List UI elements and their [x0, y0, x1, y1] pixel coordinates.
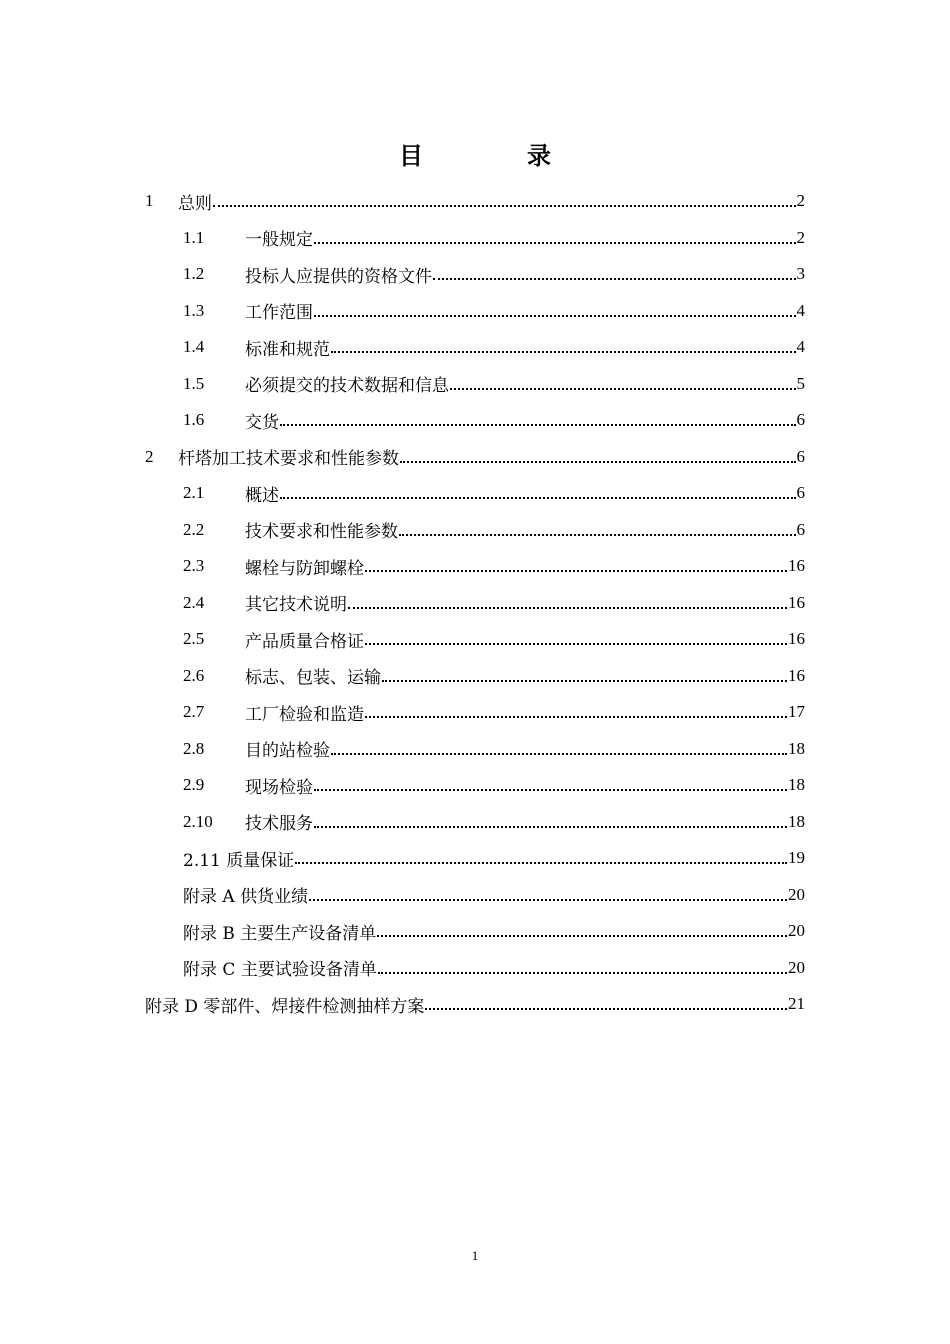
toc-dot-leader: [280, 423, 796, 426]
toc-entry[interactable]: [183, 840, 805, 876]
toc-entry-number: 1.1: [183, 227, 205, 247]
toc-dot-leader: [314, 241, 796, 244]
toc-entry-title: 现场检验: [245, 777, 313, 798]
toc-entry-number: 1: [145, 191, 154, 210]
toc-entry[interactable]: [183, 731, 805, 767]
toc-dot-leader: [377, 934, 787, 937]
toc-entry[interactable]: [183, 694, 805, 730]
toc-entry-page: 4: [796, 300, 805, 320]
toc-entry[interactable]: [183, 220, 805, 256]
toc-entry[interactable]: [183, 804, 805, 840]
toc-entry[interactable]: [183, 329, 805, 365]
toc-entry-title: 产品质量合格证: [245, 631, 364, 652]
toc-entry-page: 20: [788, 957, 805, 977]
toc-entry-page: 19: [788, 848, 805, 867]
toc-entry-title: 技术服务: [245, 814, 313, 834]
toc-entry[interactable]: [145, 183, 805, 219]
toc-entry-title: 标准和规范: [245, 339, 330, 360]
toc-entry-page: 2: [796, 191, 805, 210]
toc-dot-leader: [348, 606, 787, 609]
toc-entry-title: 2.11 质量保证: [183, 850, 295, 871]
toc-entry-title: 技术要求和性能参数: [245, 522, 398, 542]
toc-entry-number: 2.8: [183, 738, 205, 758]
toc-entry-number: 2.1: [183, 483, 205, 502]
toc-dot-leader: [450, 387, 796, 390]
toc-entry-number: 2.10: [183, 811, 213, 831]
toc-dot-leader: [295, 861, 787, 864]
toc-entry-page: 18: [788, 738, 805, 758]
toc-entry-page: 16: [788, 592, 805, 612]
toc-entry-number: 1.6: [183, 410, 205, 429]
toc-entry-page: 6: [796, 446, 805, 466]
toc-entry[interactable]: [145, 986, 805, 1022]
toc-entry-number: 2.3: [183, 556, 205, 575]
toc-entry-title: 附录 C 主要试验设备清单: [183, 960, 377, 980]
toc-dot-leader: [433, 277, 796, 280]
toc-entry-title: 概述: [245, 485, 279, 506]
toc-dot-leader: [314, 825, 787, 828]
toc-dot-leader: [400, 460, 796, 463]
toc-dot-leader: [331, 752, 787, 755]
toc-entry-number: 1.4: [183, 337, 205, 356]
toc-dot-leader: [213, 204, 796, 207]
page-title: 目 录: [399, 141, 591, 170]
toc-dot-leader: [399, 533, 796, 536]
toc-dot-leader: [280, 496, 796, 499]
toc-entry-number: 1.5: [183, 373, 205, 393]
toc-entry-page: 16: [788, 556, 805, 575]
toc-dot-leader: [378, 971, 787, 974]
toc-entry-title: 总则: [178, 193, 212, 214]
toc-entry-page: 20: [788, 884, 805, 904]
toc-entry-title: 杆塔加工技术要求和性能参数: [178, 449, 399, 469]
toc-entry-number: 2.7: [183, 702, 205, 721]
toc-dot-leader: [314, 788, 787, 791]
toc-entry-title: 工厂检验和监造: [245, 704, 364, 725]
toc-entry-number: 2.4: [183, 592, 205, 612]
toc-entry-title: 必须提交的技术数据和信息: [245, 376, 449, 396]
page-number: 1: [471, 1248, 479, 1263]
toc-entry-title: 交货: [245, 412, 279, 433]
toc-entry[interactable]: [183, 366, 805, 402]
toc-dot-leader: [314, 314, 796, 317]
toc-entry-title: 标志、包装、运输: [245, 668, 381, 688]
toc-entry-page: 18: [788, 775, 805, 794]
toc-entry[interactable]: [183, 767, 805, 803]
toc-entry-page: 20: [788, 921, 805, 940]
toc-entry[interactable]: [183, 913, 805, 949]
toc-entry-page: 5: [796, 373, 805, 393]
toc-entry-page: 16: [788, 629, 805, 648]
toc-entry-page: 21: [788, 994, 805, 1013]
toc-dot-leader: [331, 350, 796, 353]
toc-entry[interactable]: [183, 293, 805, 329]
toc-entry[interactable]: [183, 658, 805, 694]
toc-entry[interactable]: [183, 475, 805, 511]
toc-entry-page: 17: [788, 702, 805, 721]
toc-entry[interactable]: [183, 402, 805, 438]
toc-entry[interactable]: [183, 950, 805, 986]
toc-entry[interactable]: [183, 621, 805, 657]
toc-entry[interactable]: [183, 512, 805, 548]
toc-dot-leader: [309, 898, 787, 901]
toc-entry[interactable]: [183, 256, 805, 292]
toc-entry-title: 一般规定: [245, 230, 313, 250]
toc-entry-title: 螺栓与防卸螺栓: [245, 558, 364, 579]
toc-entry-title: 其它技术说明: [245, 595, 347, 615]
toc-entry-number: 2.9: [183, 775, 205, 794]
toc-entry-page: 3: [796, 264, 805, 283]
toc-entry[interactable]: [183, 877, 805, 913]
toc-entry-number: 1.3: [183, 300, 205, 320]
toc-dot-leader: [365, 715, 787, 718]
toc-entry-title: 投标人应提供的资格文件: [245, 266, 432, 287]
toc-entry[interactable]: [183, 585, 805, 621]
toc-entry-number: 2: [145, 446, 154, 466]
toc-entry-number: 2.6: [183, 665, 205, 685]
toc-entry-number: 1.2: [183, 264, 205, 283]
toc-entry-title: 目的站检验: [245, 741, 330, 761]
toc-entry-title: 附录 D 零部件、焊接件检测抽样方案: [145, 996, 425, 1017]
toc-entry[interactable]: [145, 439, 805, 475]
toc-entry-number: 2.2: [183, 519, 205, 539]
toc-entry[interactable]: [183, 548, 805, 584]
toc-entry-page: 18: [788, 811, 805, 831]
toc-entry-page: 6: [796, 410, 805, 429]
toc-entry-page: 2: [796, 227, 805, 247]
toc-entry-page: 6: [796, 519, 805, 539]
toc-entry-title: 工作范围: [245, 303, 313, 323]
toc-entry-page: 16: [788, 665, 805, 685]
toc-entry-title: 附录 B 主要生产设备清单: [183, 923, 377, 944]
toc-entry-title: 附录 A 供货业绩: [183, 887, 309, 907]
toc-entry-number: 2.5: [183, 629, 205, 648]
toc-dot-leader: [425, 1007, 787, 1010]
toc-dot-leader: [365, 642, 787, 645]
toc-entry-page: 4: [796, 337, 805, 356]
toc-dot-leader: [382, 679, 787, 682]
toc-dot-leader: [365, 569, 787, 572]
toc-entry-page: 6: [796, 483, 805, 502]
